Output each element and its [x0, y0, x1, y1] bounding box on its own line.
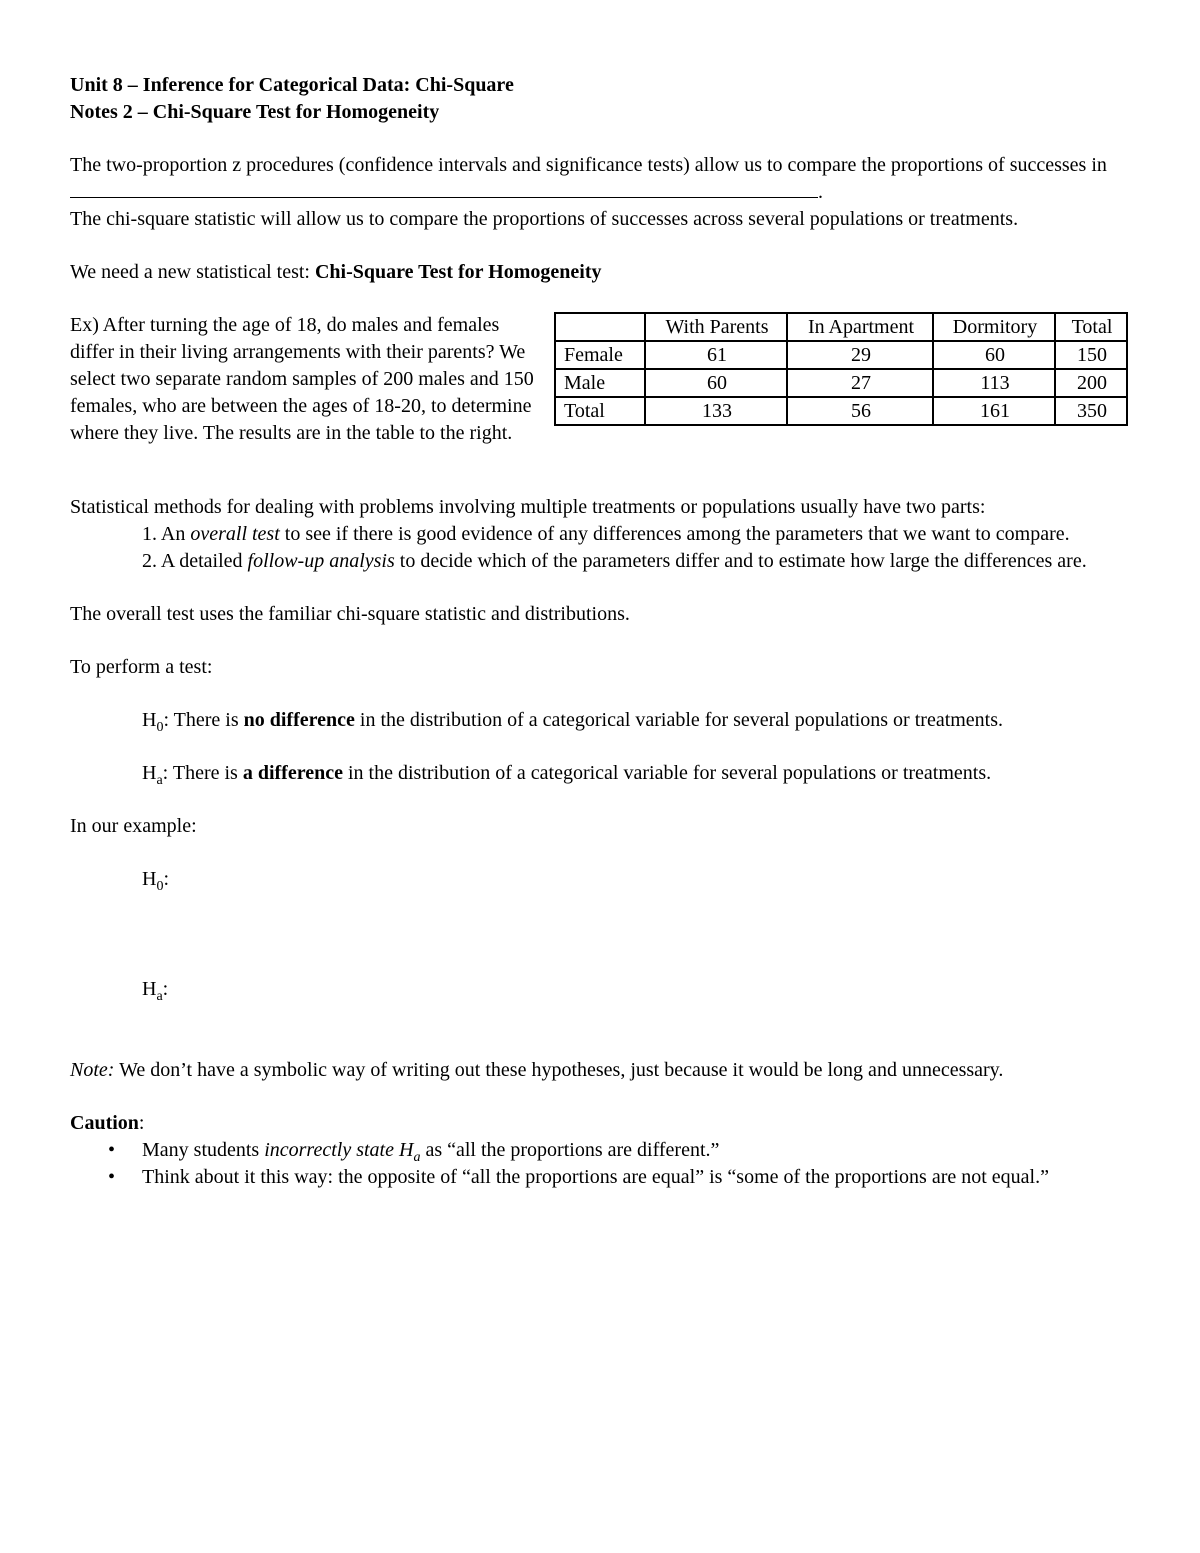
h0-bold: no difference: [243, 709, 355, 731]
note-paragraph: [70, 1057, 1130, 1084]
note-text: We don’t have a symbolic way of writing out these hypotheses, just because it would be long and unnecessary.: [114, 1059, 1004, 1081]
item2-text-a: 2. A detailed: [142, 550, 248, 572]
alternative-hypothesis: [70, 760, 1130, 787]
example-h0-line: [70, 866, 1130, 893]
perform-test-text: To perform a test:: [70, 656, 213, 678]
example-h0-subscript: 0: [156, 879, 164, 894]
table-cell: 27: [787, 369, 933, 397]
item1-emphasis: overall test: [190, 523, 280, 545]
table-cell: 150: [1055, 341, 1127, 369]
methods-item-2: [70, 548, 1130, 575]
table-header-row: [555, 313, 1127, 341]
ha-bold: a difference: [242, 762, 343, 784]
table-cell: 56: [787, 397, 933, 425]
table-header-cell: With Parents: [645, 313, 787, 341]
table-cell: 29: [787, 341, 933, 369]
ha-text-a: : There is: [162, 762, 243, 784]
ha-text-b: in the distribution of a categorical variable for several populations or treatments.: [343, 762, 992, 784]
caution-colon: :: [138, 1112, 145, 1134]
ha-label: H: [142, 762, 157, 784]
example-text: Ex) After turning the age of 18, do males and females differ in their living arrangements with their parents? We select two separate random samples of 200 males and 150 females, who are between the ages of 18-20, to determine where they live. The results are in the table to the right.: [70, 314, 534, 444]
overall-test-text: The overall test uses the familiar chi-square statistic and distributions.: [70, 603, 630, 625]
caution-list: [70, 1137, 1130, 1191]
example-ha-label: H: [142, 978, 157, 1000]
table-row: [555, 341, 1127, 369]
caution-label: Caution: [70, 1112, 139, 1134]
bullet-icon: •: [108, 1139, 116, 1161]
methods-item-1: [70, 521, 1130, 548]
h0-subscript: 0: [156, 720, 164, 735]
h0-text-a: : There is: [163, 709, 244, 731]
new-test-name: Chi-Square Test for Homogeneity: [314, 261, 602, 283]
item2-emphasis: follow-up analysis: [247, 550, 395, 572]
new-test-paragraph: [70, 259, 1130, 286]
example-h0-colon: :: [163, 868, 170, 890]
table-cell: 200: [1055, 369, 1127, 397]
notes-title: Notes 2 – Chi-Square Test for Homogeneity: [70, 101, 440, 123]
list-item: [70, 1164, 1130, 1191]
null-hypothesis: [70, 707, 1130, 734]
table-cell: 113: [933, 369, 1055, 397]
living-arrangements-table: [554, 312, 1128, 426]
intro-text-b: The chi-square statistic will allow us to compare the proportions of successes across several populations or treatments.: [70, 208, 1019, 230]
unit-title: Unit 8 – Inference for Categorical Data: Chi-Square: [70, 74, 514, 96]
example-section: [70, 312, 1130, 472]
table-cell: 60: [645, 369, 787, 397]
intro-period: .: [818, 181, 823, 203]
intro-text-a: The two-proportion z procedures (confidence intervals and significance tests) allow us to compare the proportions of successes in: [70, 154, 1107, 176]
table-row: [555, 369, 1127, 397]
table-header-cell: In Apartment: [787, 313, 933, 341]
table-row-label: Male: [555, 369, 645, 397]
example-h0-label: H: [142, 868, 157, 890]
table-row-label: Female: [555, 341, 645, 369]
caution-b1-emphasis: incorrectly state H: [264, 1139, 414, 1161]
item1-text-a: 1. An: [142, 523, 191, 545]
table-cell: 60: [933, 341, 1055, 369]
caution-b2-text: Think about it this way: the opposite of “all the proportions are equal” is “some of the proportions are not equal.”: [142, 1166, 1049, 1188]
table-header-cell: Total: [1055, 313, 1127, 341]
example-ha-colon: :: [162, 978, 169, 1000]
example-ha-subscript: a: [156, 989, 163, 1004]
our-example-intro: In our example:: [70, 815, 197, 837]
new-test-text: We need a new statistical test:: [70, 261, 315, 283]
fill-in-blank: [70, 179, 818, 198]
list-item: [70, 1137, 1130, 1164]
item2-text-b: to decide which of the parameters differ and to estimate how large the differences are.: [394, 550, 1087, 572]
table-cell: 161: [933, 397, 1055, 425]
methods-intro: Statistical methods for dealing with problems involving multiple treatments or populations usually have two parts:: [70, 496, 986, 518]
caution-b1-text-b: as “all the proportions are different.”: [420, 1139, 720, 1161]
intro-paragraph: [70, 152, 1130, 233]
table-row: [555, 397, 1127, 425]
table-header-cell: [555, 313, 645, 341]
ha-subscript: a: [156, 773, 163, 788]
document-page: [70, 72, 1130, 1191]
caution-b1-text-a: Many students: [142, 1139, 265, 1161]
caution-b1-subscript: a: [413, 1150, 421, 1165]
note-label: Note:: [70, 1059, 115, 1081]
table-cell: 133: [645, 397, 787, 425]
table-cell: 350: [1055, 397, 1127, 425]
h0-label: H: [142, 709, 157, 731]
item1-text-b: to see if there is good evidence of any differences among the parameters that we want to compare.: [279, 523, 1070, 545]
table-cell: 61: [645, 341, 787, 369]
example-ha-line: [70, 976, 1130, 1003]
h0-text-b: in the distribution of a categorical variable for several populations or treatments.: [354, 709, 1004, 731]
bullet-icon: •: [108, 1166, 116, 1188]
table-row-label: Total: [555, 397, 645, 425]
caution-heading: [70, 1110, 1130, 1137]
table-header-cell: Dormitory: [933, 313, 1055, 341]
